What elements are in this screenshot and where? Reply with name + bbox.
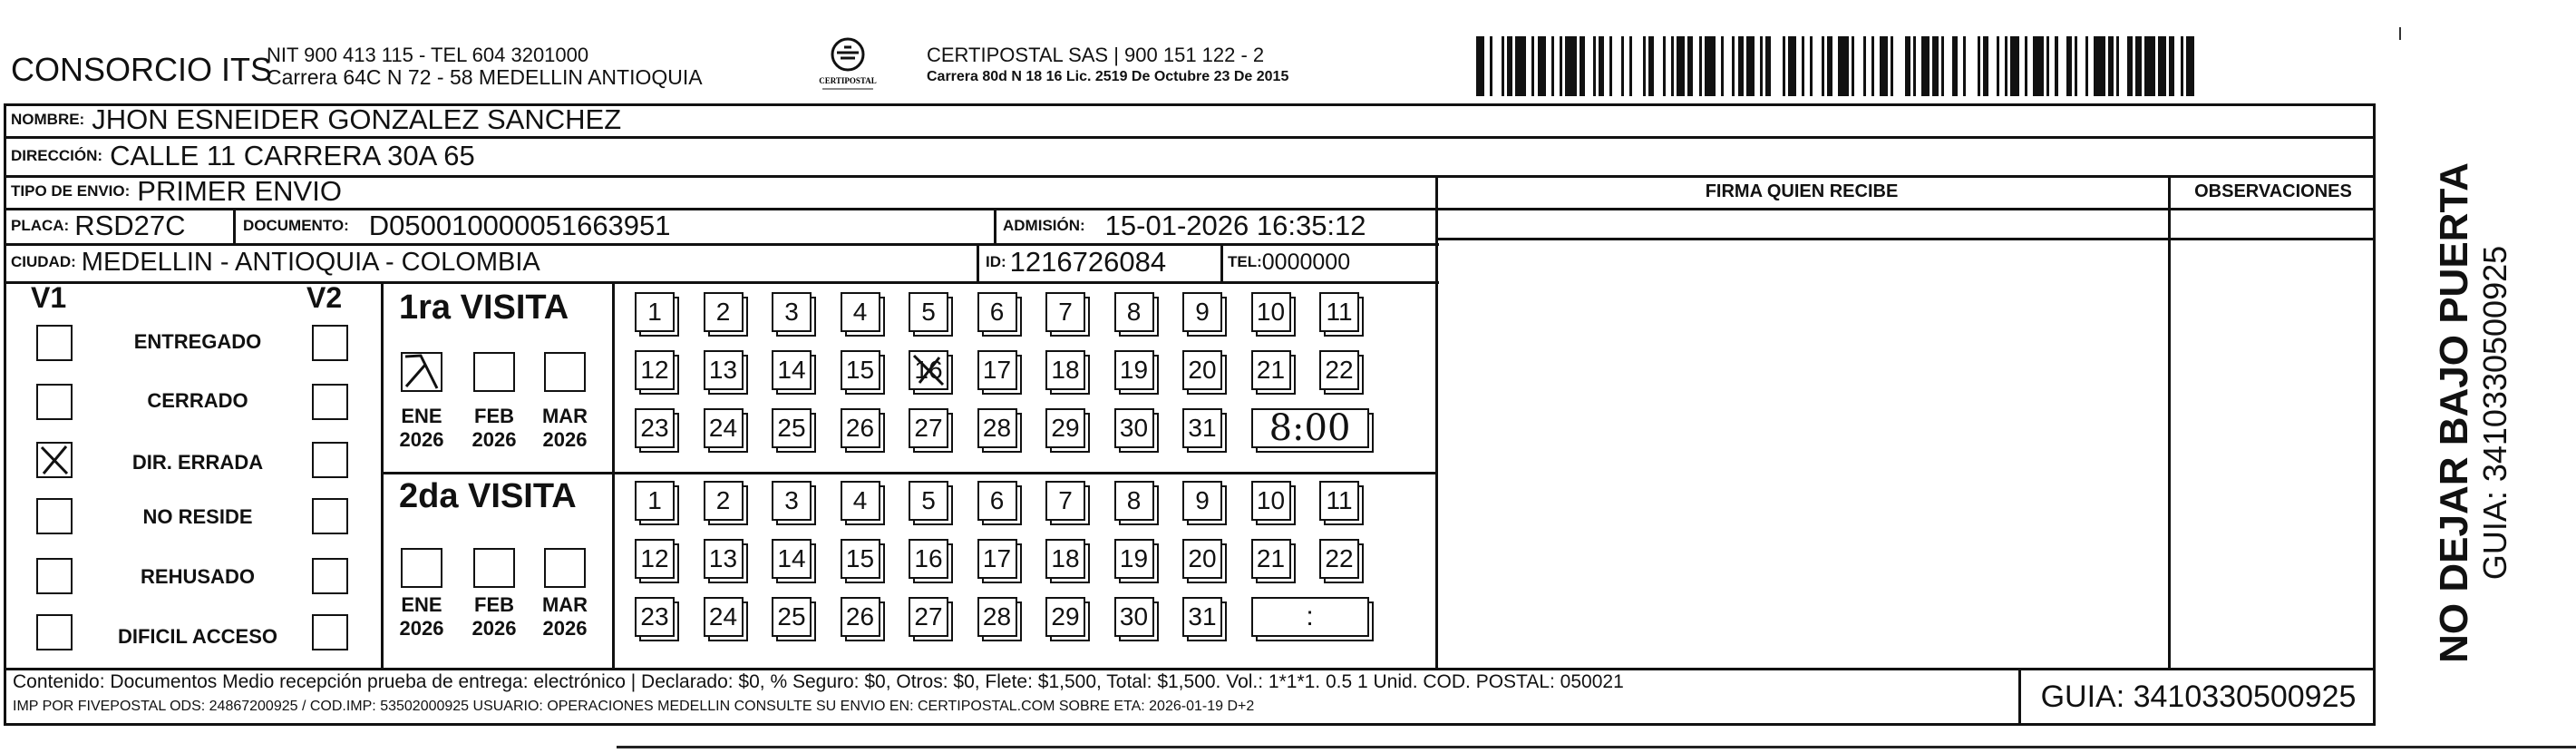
day-box[interactable]: 21	[1251, 350, 1291, 390]
document-number: D050010000051663951	[368, 209, 671, 241]
day-box[interactable]: 5	[909, 292, 948, 332]
recipient-address: CALLE 11 CARRERA 30A 65	[110, 139, 475, 171]
day-box[interactable]: 9	[1182, 481, 1222, 521]
month-mar-label: MAR	[541, 405, 588, 427]
v1-checkbox-no-reside[interactable]	[36, 498, 73, 534]
id-label: ID:	[986, 253, 1006, 270]
day-box[interactable]: 12	[635, 350, 675, 390]
company-address: Carrera 64C N 72 - 58 MEDELLIN ANTIOQUIA	[267, 65, 703, 89]
day-box[interactable]: 25	[772, 408, 812, 448]
phone: 0000000	[1261, 249, 1351, 275]
time-field[interactable]: 8:00	[1251, 408, 1369, 448]
v2-checkbox-no-reside[interactable]	[312, 498, 348, 534]
year-label: 2026	[471, 617, 517, 640]
direccion-label: DIRECCIÓN:	[11, 146, 103, 164]
tipo-row	[11, 175, 342, 208]
day-box[interactable]: 2	[704, 481, 744, 521]
day-box[interactable]: 2	[704, 292, 744, 332]
company-name: CONSORCIO ITS	[11, 51, 273, 88]
day-box[interactable]: 6	[977, 481, 1017, 521]
day-box[interactable]: 27	[909, 597, 948, 637]
documento-cell	[243, 208, 671, 243]
admision-label: ADMISIÓN:	[1003, 216, 1085, 234]
v1-checkbox-rehusado[interactable]	[36, 558, 73, 594]
first-visit-month-ene[interactable]	[401, 352, 442, 392]
day-box[interactable]: 20	[1182, 539, 1222, 579]
company-nit: NIT 900 413 115 - TEL 604 3201000	[267, 44, 589, 66]
v2-header: V2	[306, 281, 343, 314]
day-box[interactable]: 19	[1114, 539, 1154, 579]
status-no-reside: NO RESIDE	[142, 505, 253, 528]
shipment-type: PRIMER ENVIO	[137, 175, 342, 207]
day-box[interactable]: 11	[1319, 481, 1359, 521]
day-box[interactable]: 16	[909, 539, 948, 579]
v1-checkbox-entregado[interactable]	[36, 325, 73, 361]
v1-header: V1	[31, 281, 67, 314]
ciudad-label: CIUDAD:	[11, 253, 76, 270]
footer-contents: Contenido: Documentos Medio recepción prueba de entrega: electrónico | Declarado: $0, % Seguro: $0, Otros: $0, Flete: $1,500, Total: $1,500. Vol.: 1*1*1. 0.5 1 Unid. COD. POSTAL: 050021	[13, 671, 1624, 692]
day-box[interactable]: 29	[1045, 408, 1085, 448]
day-box[interactable]: 7	[1045, 481, 1085, 521]
id-cell	[986, 243, 1166, 281]
time-field[interactable]: :	[1251, 597, 1369, 637]
tel-cell	[1228, 243, 1350, 281]
id-number: 1216726084	[1009, 246, 1167, 278]
v2-checkbox-cerrado[interactable]	[312, 384, 348, 420]
status-entregado: ENTREGADO	[133, 330, 262, 353]
day-box[interactable]: 24	[704, 597, 744, 637]
second-visit-month-mar[interactable]	[544, 548, 586, 588]
barcode	[1476, 36, 2196, 96]
admission-datetime: 15-01-2026 16:35:12	[1104, 209, 1366, 241]
placa-label: PLACA:	[11, 216, 70, 234]
status-cerrado: CERRADO	[147, 389, 248, 412]
carrier-address: Carrera 80d N 18 16 Lic. 2519 De Octubre 23 De 2015	[927, 69, 1289, 84]
day-box[interactable]: 26	[841, 597, 880, 637]
first-visit-month-mar[interactable]	[544, 352, 586, 392]
page-edge-line	[617, 746, 2576, 748]
day-box[interactable]: 13	[704, 350, 744, 390]
day-box[interactable]: 5	[909, 481, 948, 521]
v2-checkbox-rehusado[interactable]	[312, 558, 348, 594]
plate: RSD27C	[74, 209, 186, 241]
day-box[interactable]: 26	[841, 408, 880, 448]
day-box[interactable]: 22	[1319, 539, 1359, 579]
day-box[interactable]: 10	[1251, 292, 1291, 332]
carrier-name: CERTIPOSTAL SAS | 900 151 122 - 2	[927, 44, 1265, 66]
direccion-row	[11, 136, 475, 175]
year-label: 2026	[471, 428, 517, 451]
month-feb-label: FEB	[474, 593, 514, 616]
check-mark-icon	[403, 354, 441, 390]
first-visit-title: 1ra VISITA	[399, 288, 569, 327]
first-visit-month-feb[interactable]	[473, 352, 515, 392]
day-box[interactable]: 3	[772, 292, 812, 332]
day-box[interactable]: 18	[1045, 350, 1085, 390]
v1-checkbox-cerrado[interactable]	[36, 384, 73, 420]
month-ene-label: ENE	[401, 593, 442, 616]
day-box[interactable]: 30	[1114, 597, 1154, 637]
v2-checkbox-dir-errada[interactable]	[312, 442, 348, 478]
certipostal-logo	[812, 34, 884, 94]
v2-checkbox-entregado[interactable]	[312, 325, 348, 361]
day-box[interactable]: 30	[1114, 408, 1154, 448]
year-label: 2026	[399, 617, 444, 640]
v2-checkbox-dificil-acceso[interactable]	[312, 614, 348, 650]
day-box[interactable]: 20	[1182, 350, 1222, 390]
day-box[interactable]: 7	[1045, 292, 1085, 332]
day-box[interactable]: 15	[841, 350, 880, 390]
month-ene-label: ENE	[401, 405, 442, 427]
footer-print-info: IMP POR FIVEPOSTAL ODS: 24867200925 / COD.IMP: 53502000925 USUARIO: OPERACIONES MEDELLIN CONSULTE SU ENVIO EN: CERTIPOSTAL.COM SOBRE ETA: 2026-01-19 D+2	[13, 699, 1255, 714]
day-box[interactable]: 4	[841, 481, 880, 521]
year-label: 2026	[542, 617, 588, 640]
day-box[interactable]: 23	[635, 408, 675, 448]
day-box[interactable]: 11	[1319, 292, 1359, 332]
day-box[interactable]: 13	[704, 539, 744, 579]
day-box[interactable]: 25	[772, 597, 812, 637]
day-box[interactable]: 24	[704, 408, 744, 448]
day-box[interactable]: 31	[1182, 408, 1222, 448]
day-box[interactable]: 27	[909, 408, 948, 448]
check-mark-icon	[38, 444, 71, 476]
day-box[interactable]: 18	[1045, 539, 1085, 579]
year-label: 2026	[542, 428, 588, 451]
day-box[interactable]: 31	[1182, 597, 1222, 637]
day-box[interactable]: 8	[1114, 481, 1154, 521]
month-mar-label: MAR	[541, 593, 588, 616]
second-visit-month-feb[interactable]	[473, 548, 515, 588]
status-dificil-acceso: DIFICIL ACCESO	[117, 625, 277, 648]
day-box[interactable]: 15	[841, 539, 880, 579]
observaciones-header: OBSERVACIONES	[2194, 181, 2352, 201]
admision-cell	[1003, 208, 1366, 243]
tipo-label: TIPO DE ENVIO:	[11, 182, 131, 200]
cross-mark-icon	[909, 350, 948, 390]
day-box[interactable]: 17	[977, 539, 1017, 579]
svg-text:CERTIPOSTAL: CERTIPOSTAL	[819, 76, 877, 85]
day-box[interactable]: 29	[1045, 597, 1085, 637]
documento-label: DOCUMENTO:	[243, 216, 349, 234]
nombre-row	[11, 103, 621, 136]
day-box[interactable]: 19	[1114, 350, 1154, 390]
day-box[interactable]: 16	[909, 350, 948, 390]
day-box[interactable]: 22	[1319, 350, 1359, 390]
v1-checkbox-dir-errada[interactable]	[36, 442, 73, 478]
second-visit-title: 2da VISITA	[399, 477, 577, 515]
tel-label: TEL:	[1228, 253, 1262, 270]
day-box[interactable]: 4	[841, 292, 880, 332]
day-box[interactable]: 1	[635, 481, 675, 521]
footer-guia: GUIA: 3410330500925	[2040, 680, 2357, 714]
day-box[interactable]: 3	[772, 481, 812, 521]
nombre-label: NOMBRE:	[11, 111, 85, 128]
day-box[interactable]: 28	[977, 597, 1017, 637]
day-box[interactable]: 14	[772, 539, 812, 579]
day-box[interactable]: 21	[1251, 539, 1291, 579]
side-warning: NO DEJAR BAJO PUERTA	[2432, 162, 2476, 663]
city: MEDELLIN - ANTIOQUIA - COLOMBIA	[81, 247, 540, 277]
day-box[interactable]: 14	[772, 350, 812, 390]
day-box[interactable]: 1	[635, 292, 675, 332]
year-label: 2026	[399, 428, 444, 451]
status-rehusado: REHUSADO	[141, 565, 255, 588]
day-box[interactable]: 6	[977, 292, 1017, 332]
month-feb-label: FEB	[474, 405, 514, 427]
ciudad-cell	[11, 243, 540, 281]
day-box[interactable]: 28	[977, 408, 1017, 448]
day-box[interactable]: 10	[1251, 481, 1291, 521]
day-box[interactable]: 9	[1182, 292, 1222, 332]
day-box[interactable]: 8	[1114, 292, 1154, 332]
status-dir-errada: DIR. ERRADA	[131, 451, 264, 474]
day-box[interactable]: 17	[977, 350, 1017, 390]
day-box[interactable]: 23	[635, 597, 675, 637]
recipient-name: JHON ESNEIDER GONZALEZ SANCHEZ	[92, 103, 622, 135]
side-guia: GUIA: 3410330500925	[2476, 245, 2513, 581]
firma-header: FIRMA QUIEN RECIBE	[1705, 181, 1899, 201]
placa-cell	[11, 208, 186, 243]
corner-mark	[2399, 27, 2401, 40]
day-box[interactable]: 12	[635, 539, 675, 579]
v1-checkbox-dificil-acceso[interactable]	[36, 614, 73, 650]
second-visit-month-ene[interactable]	[401, 548, 442, 588]
